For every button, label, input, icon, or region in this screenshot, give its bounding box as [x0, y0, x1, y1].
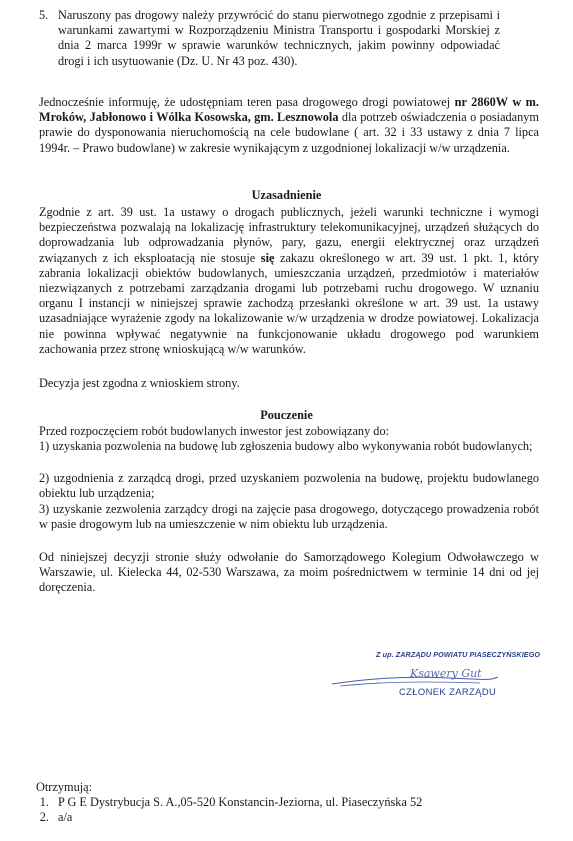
- signature-stamp: Z up. ZARZĄDU POWIATU PIASECZYŃSKIEGO: [376, 650, 541, 659]
- pouczenie-heading: Pouczenie: [260, 408, 313, 422]
- uzasadnienie-bold: się: [260, 250, 275, 265]
- recipient-item: 2. a/a: [52, 810, 552, 825]
- info-text-2: dla potrzeb oświadczenia o posiadanym prawie do dysponowania nieruchomością na cele budowlane ( art. 32 i 33 ustawy z dnia 7 lipca 1994r. – Prawo budowlane) w zakresie wynikającym z uzgodnionej lokalizacji w/w urządzenia.: [39, 110, 539, 155]
- decision-statement: Decyzja jest zgodna z wnioskiem strony.: [39, 376, 240, 390]
- uzasadnienie-text-2: zakazu określonego w art. 39 ust. 1 pkt. 1, który zabrania lokalizacji obiektów budowlanych, umieszczania urządzeń, przedmiotów i materiałów niezwiązanych z potrzebami zarządzania drogami lub potrzebami ruchu drogowego. W uznaniu organu I instancji w niniejszej sprawie zachodzą przesłanki określone w art. 39 ust. 1a ustawy uzasadniające wyrażenie zgody na lokalizowanie w/w urządzenia w drodze powiatowej. Lokalizacja nie powinna wpływać negatywnie na funkcjonowanie układu drogowego pod warunkiem zachowania przez stronę wnioskującą w/w warunków.: [39, 250, 539, 356]
- uzasadnienie-paragraph: [39, 205, 539, 357]
- pouczenie-point-3: 3) uzyskanie zezwolenia zarządcy drogi na zajęcie pasa drogowego, dotyczącego prowadzenia robót w pasie drogowym lub na umieszczenie w nim obiektu lub urządzenia.: [39, 502, 539, 532]
- item-number: 5.: [39, 8, 49, 22]
- pouczenie-point-2: 2) uzgodnienia z zarządcą drogi, przed uzyskaniem pozwolenia na budowę, projektu budowlanego obiektu lub urządzenia;: [39, 471, 539, 501]
- recipients-list: [36, 795, 552, 825]
- recipients-heading: Otrzymują:: [36, 780, 93, 794]
- road-location: nr 2860W w m. Mroków, Jabłonowo i Wólka Kosowska, gm. Lesznowola: [39, 95, 539, 125]
- signature-name: Ksawery Gut: [410, 667, 482, 680]
- pouczenie-intro: Przed rozpoczęciem robót budowlanych inwestor jest zobowiązany do:: [39, 424, 390, 438]
- uzasadnienie-text-1: Zgodnie z art. 39 ust. 1a ustawy o drogach publicznych, jeżeli warunki techniczne i wymogi bezpieczeństwa pozwalają na lokalizację infrastruktury telekomunikacyjnej, urządzeń służących do doprowadzania lub odprowadzania płynów, pary, gazu, energii elektrycznej oraz urządzeń związanych z ich eksploatacją nie stosuje: [39, 205, 539, 265]
- info-paragraph: [39, 95, 539, 156]
- item-text: Naruszony pas drogowy należy przywrócić do stanu pierwotnego zgodnie z przepisami i warunkami zawartymi w Rozporządzeniu Ministra Transportu i gospodarki Morskiej z dnia 2 marca 1999r w sprawie warunków technicznych, jakim powinny odpowiadać drogi i ich usytuowanie (Dz. U. Nr 43 poz. 430).: [58, 8, 500, 68]
- pouczenie-point-1: 1) uzyskania pozwolenia na budowę lub zgłoszenia budowy albo wykonywania robót budowlanych;: [39, 439, 533, 453]
- signature-role: CZŁONEK ZARZĄDU: [399, 686, 497, 697]
- recipient-item: 1. P G E Dystrybucja S. A.,05-520 Konstancin-Jeziorna, ul. Piaseczyńska 52: [52, 795, 552, 810]
- uzasadnienie-heading: Uzasadnienie: [251, 188, 322, 202]
- condition-item-5: [39, 8, 500, 69]
- appeal-paragraph: Od niniejszej decyzji stronie służy odwołanie do Samorządowego Kolegium Odwoławczego w Warszawie, ul. Kielecka 44, 02-530 Warszawa, za moim pośrednictwem w terminie 14 dni od jej doręczenia.: [39, 550, 539, 595]
- info-text-1: Jednocześnie informuję, że udostępniam teren pasa drogowego drogi powiatowej: [39, 95, 455, 109]
